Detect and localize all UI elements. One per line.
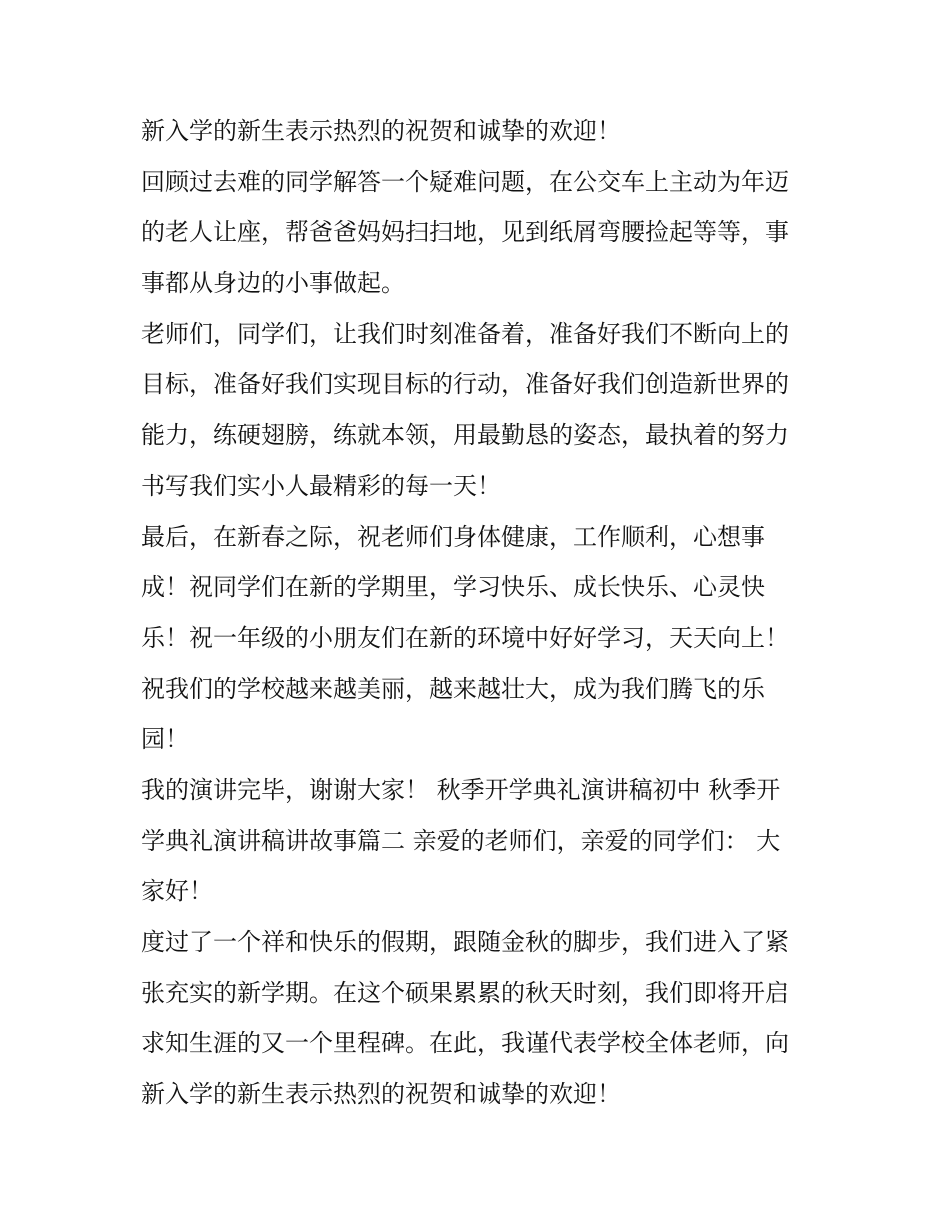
text-line: 老师们，同学们，让我们时刻准备着，准备好我们不断向上的 bbox=[141, 319, 789, 348]
text-line: 新入学的新生表示热烈的祝贺和诚挚的欢迎！ bbox=[141, 117, 621, 145]
text-line: 度过了一个祥和快乐的假期，跟随金秋的脚步，我们进入了紧 bbox=[141, 928, 789, 956]
text-line: 张充实的新学期。在这个硕果累累的秋天时刻，我们即将开启 bbox=[141, 978, 789, 1007]
text-line: 乐！祝一年级的小朋友们在新的环境中好好学习，天天向上！ bbox=[141, 623, 789, 652]
document-body bbox=[141, 106, 821, 1120]
text-line: 的老人让座，帮爸爸妈妈扫扫地，见到纸屑弯腰捡起等等，事 bbox=[141, 218, 789, 247]
text-line: 回顾过去难的同学解答一个疑难问题，在公交车上主动为年迈 bbox=[141, 167, 789, 196]
text-line: 家好！ bbox=[141, 877, 213, 906]
text-line: 能力，练硬翅膀，练就本领，用最勤恳的姿态，最执着的努力 bbox=[141, 421, 789, 450]
text-line: 祝我们的学校越来越美丽，越来越壮大，成为我们腾飞的乐 bbox=[141, 674, 765, 703]
text-line: 目标，准备好我们实现目标的行动，准备好我们创造新世界的 bbox=[141, 370, 789, 399]
text-line: 书写我们实小人最精彩的每一天！ bbox=[141, 471, 501, 500]
text-line: 成！祝同学们在新的学期里，学习快乐、成长快乐、心灵快 bbox=[141, 573, 765, 602]
text-line: 事都从身边的小事做起。 bbox=[141, 269, 405, 298]
text-line: 园！ bbox=[141, 725, 189, 754]
text-line: 学典礼演讲稿讲故事篇二 亲爱的老师们，亲爱的同学们： 大 bbox=[141, 826, 781, 855]
text-line: 求知生涯的又一个里程碑。在此，我谨代表学校全体老师，向 bbox=[141, 1029, 789, 1058]
text-line: 新入学的新生表示热烈的祝贺和诚挚的欢迎！ bbox=[141, 1080, 621, 1109]
text-line: 最后，在新春之际，祝老师们身体健康，工作顺利，心想事 bbox=[141, 522, 765, 551]
text-line: 我的演讲完毕，谢谢大家！ 秋季开学典礼演讲稿初中 秋季开 bbox=[141, 775, 781, 804]
